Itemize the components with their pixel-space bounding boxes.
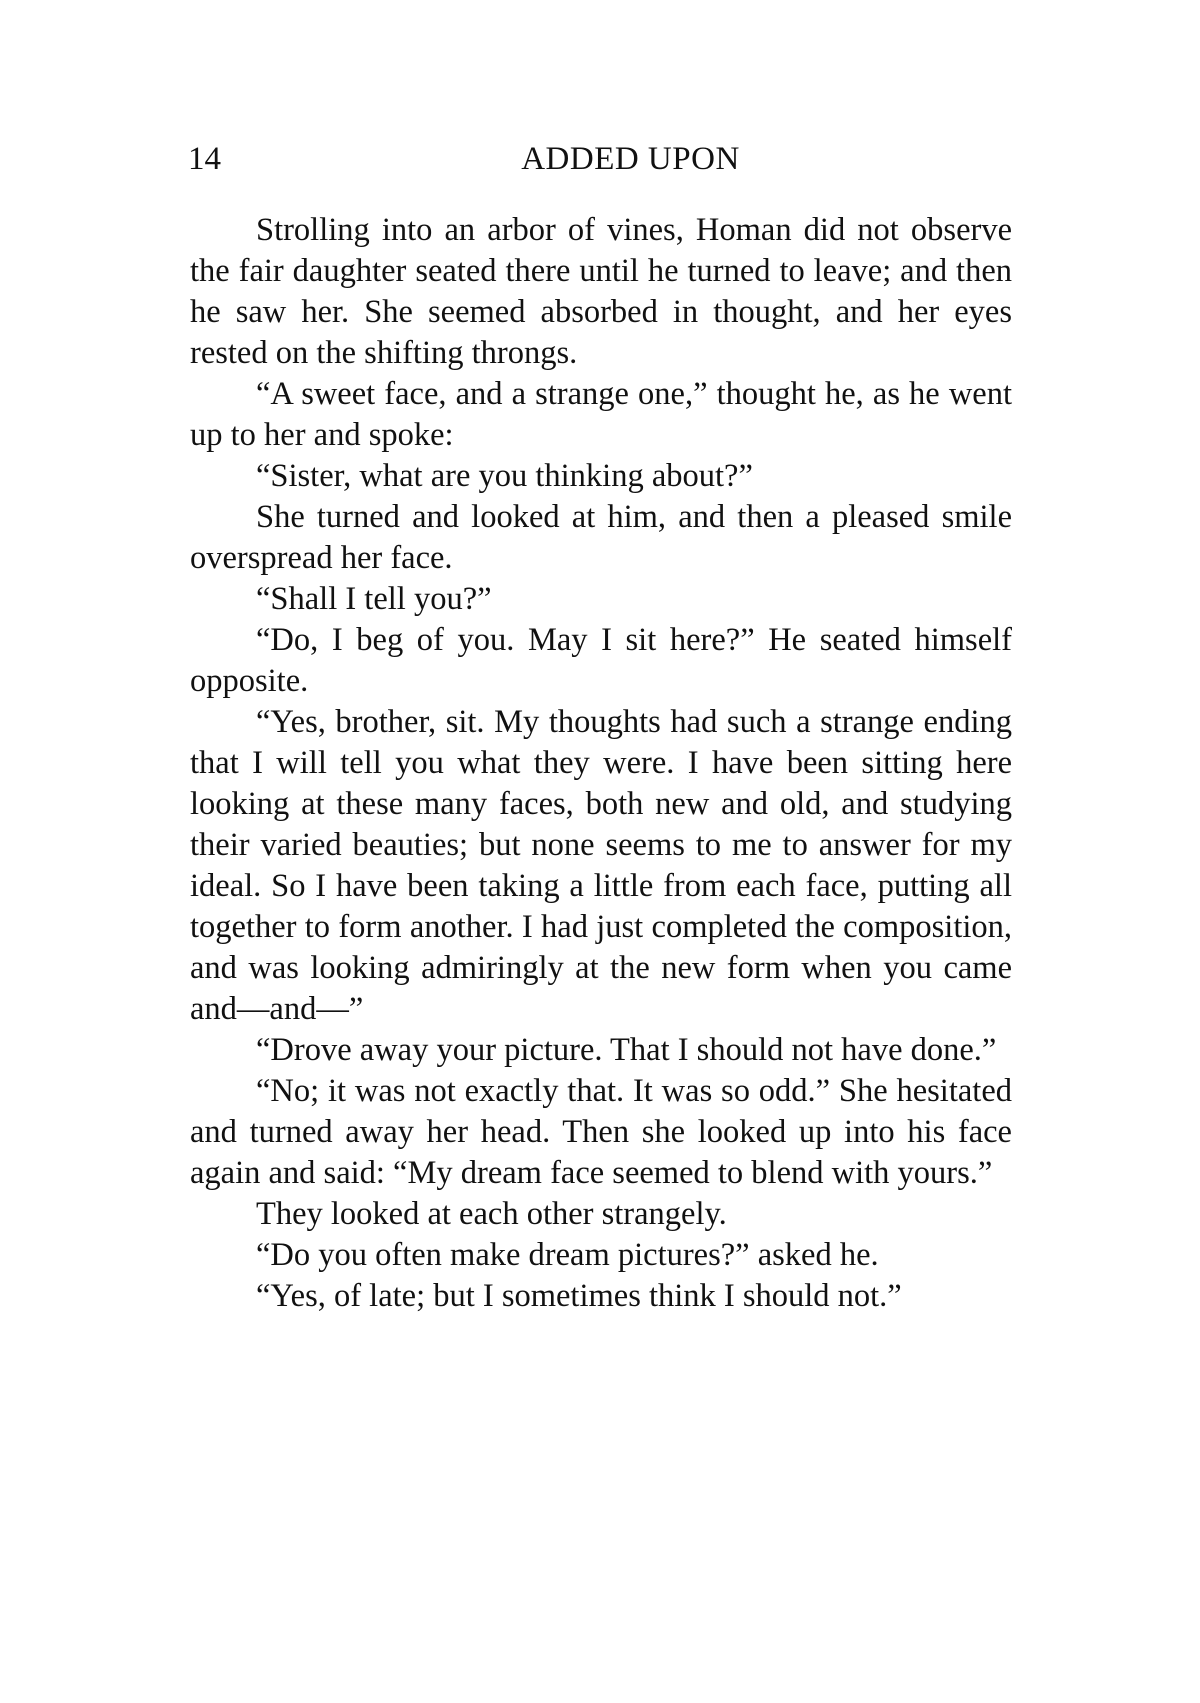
paragraph-5: “Shall I tell you?”: [256, 581, 492, 617]
paragraph-7: “Yes, brother, sit. My thoughts had such a strange ending that I will tell you what they were. I have been sitting here looking at these many faces, both new and old, and studying their varied beauties; but none seems to me to answer for my ideal. So I have been taking a little from each face, putting all together to form another. I had just completed the composition, and was looking admiringly at the new form when you came and—and—”: [190, 704, 1012, 1027]
book-title: ADDED UPON: [521, 141, 740, 177]
paragraph-11: “Do you often make dream pictures?” asked he.: [256, 1237, 879, 1273]
running-head: [188, 136, 1013, 182]
paragraph-6: “Do, I beg of you. May I sit here?” He seated himself opposite.: [190, 622, 1012, 699]
paragraph-9: “No; it was not exactly that. It was so odd.” She hesitated and turned away her head. Then she looked up into his face again and said: “My dream face seemed to blend with yours.”: [190, 1073, 1012, 1191]
paragraph-4: She turned and looked at him, and then a pleased smile overspread her face.: [190, 499, 1012, 576]
paragraph-2: “A sweet face, and a strange one,” thought he, as he went up to her and spoke:: [190, 376, 1012, 453]
paragraph-8: “Drove away your picture. That I should not have done.”: [256, 1032, 997, 1068]
body-text: [190, 210, 1012, 1317]
paragraph-3: “Sister, what are you thinking about?”: [256, 458, 753, 494]
paragraph-10: They looked at each other strangely.: [256, 1196, 727, 1232]
paragraph-12: “Yes, of late; but I sometimes think I should not.”: [256, 1278, 902, 1314]
paragraph-1: Strolling into an arbor of vines, Homan did not observe the fair daughter seated there until he turned to leave; and then he saw her. She seemed absorbed in thought, and her eyes rested on the shifting throngs.: [190, 212, 1012, 371]
page-number: 14: [188, 141, 221, 177]
